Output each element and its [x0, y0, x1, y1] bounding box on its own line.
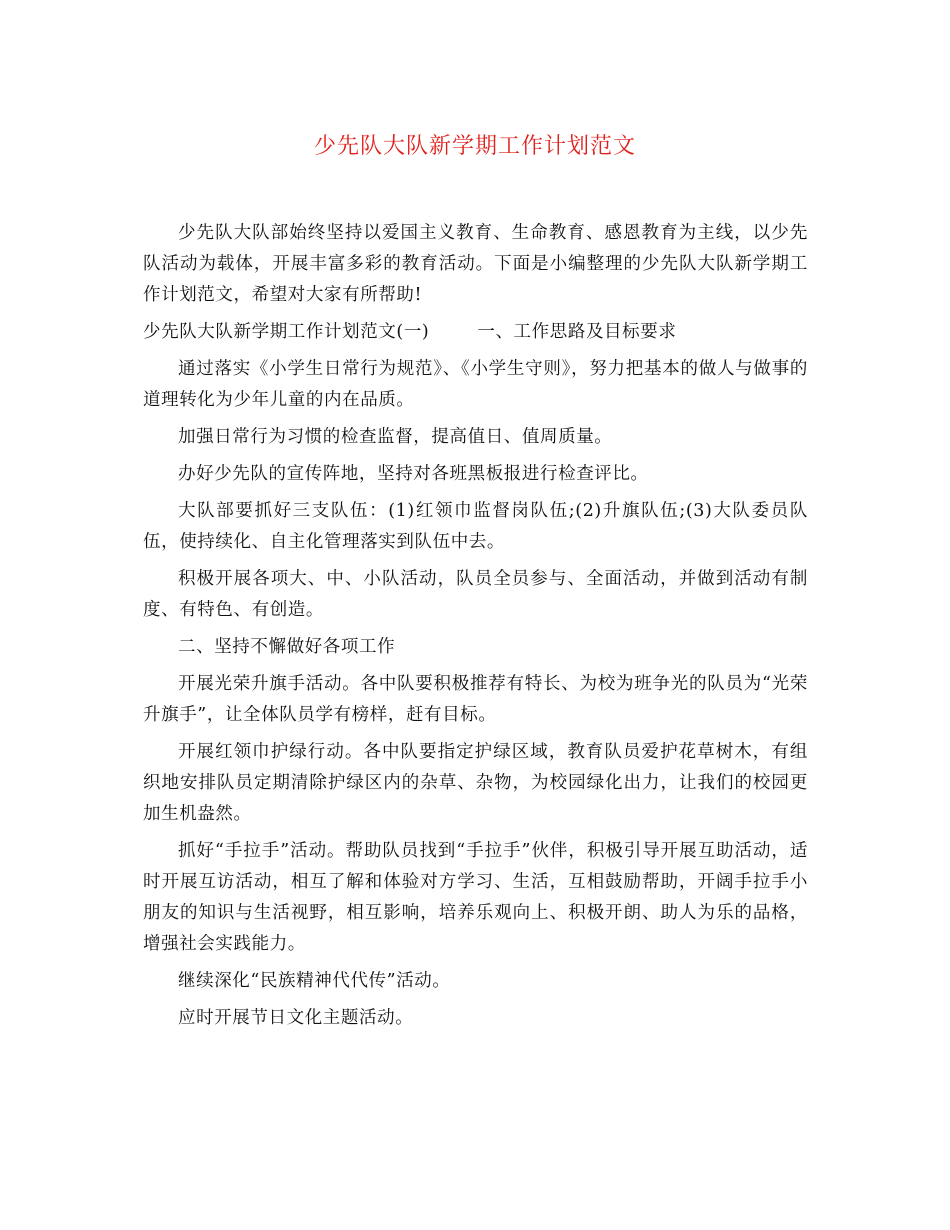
paragraph: 通过落实《小学生日常行为规范》、《小学生守则》，努力把基本的做人与做事的道理转化为少年儿童的内在品质。	[143, 359, 808, 410]
paragraph: 开展光荣升旗手活动。各中队要积极推荐有特长、为校为班争光的队员为“光荣升旗手”，让全体队员学有榜样，赶有目标。	[143, 674, 808, 725]
paragraph: 大队部要抓好三支队伍：(1)红领巾监督岗队伍;(2)升旗队伍;(3)大队委员队伍，使持续化、自主化管理落实到队伍中去。	[143, 501, 808, 552]
section-heading-2: 二、坚持不懈做好各项工作	[178, 637, 396, 657]
section-heading-1: 一、工作思路及目标要求	[477, 322, 677, 342]
paragraph: 加强日常行为习惯的检查监督，提高值日、值周质量。	[178, 427, 613, 447]
paragraph: 应时开展节日文化主题活动。	[178, 1008, 414, 1028]
plan-subtitle: 少先队大队新学期工作计划范文(一)	[143, 322, 430, 342]
paragraph: 抓好“手拉手”活动。帮助队员找到“手拉手”伙伴，积极引导开展互助活动，适时开展互访活动，相互了解和体验对方学习、生活，互相鼓励帮助，开阔手拉手小朋友的知识与生活视野，相互影响，培养乐观向上、积极开朗、助人为乐的品格，增强社会实践能力。	[143, 841, 808, 954]
paragraph: 继续深化“民族精神代代传”活动。	[178, 971, 451, 991]
document-body	[143, 218, 808, 1040]
paragraph: 开展红领巾护绿行动。各中队要指定护绿区域，教育队员爱护花草树木，有组织地安排队员定期清除护绿区内的杂草、杂物，为校园绿化出力，让我们的校园更加生机盎然。	[143, 742, 808, 824]
document-title: 少先队大队新学期工作计划范文	[313, 134, 636, 159]
heading-gap	[429, 317, 477, 348]
paragraph: 积极开展各项大、中、小队活动，队员全员参与、全面活动，并做到活动有制度、有特色、有创造。	[143, 569, 808, 620]
intro-paragraph: 少先队大队部始终坚持以爱国主义教育、生命教育、感恩教育为主线，以少先队活动为载体，开展丰富多彩的教育活动。下面是小编整理的少先队大队新学期工作计划范文，希望对大家有所帮助!	[143, 223, 808, 305]
paragraph: 办好少先队的宣传阵地，坚持对各班黑板报进行检查评比。	[178, 464, 649, 484]
section-heading-line	[143, 317, 808, 348]
